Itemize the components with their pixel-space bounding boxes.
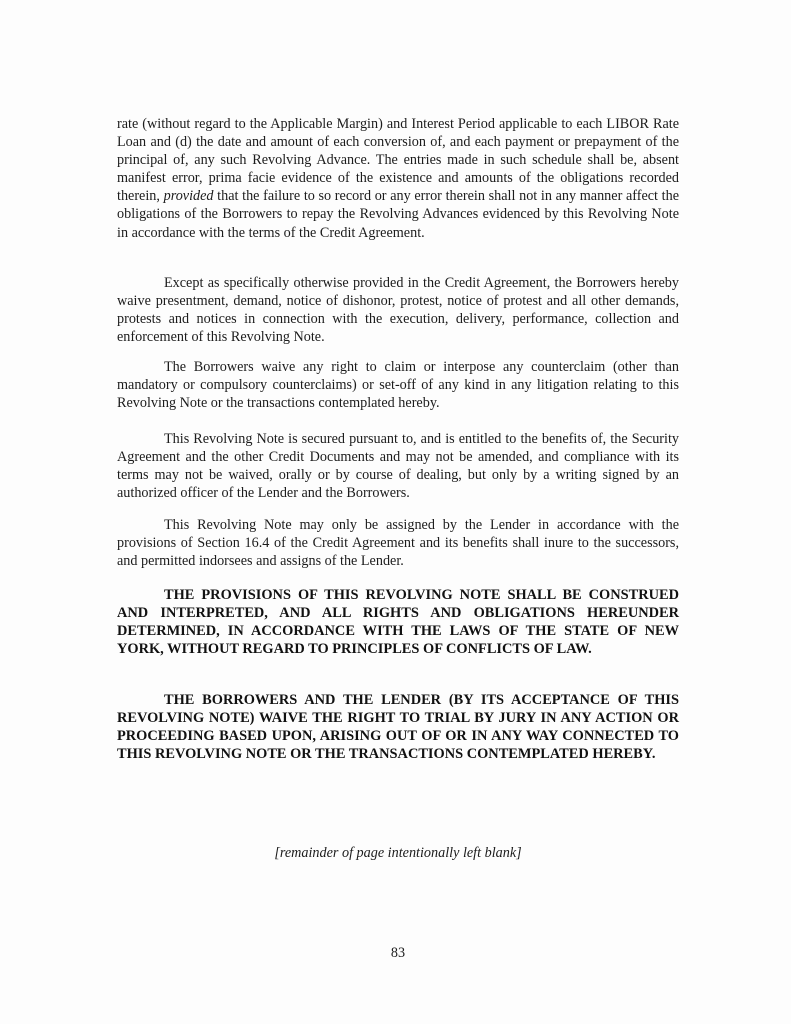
provided-italic: provided bbox=[163, 188, 214, 205]
paragraph-schedule-entries-text-a: rate (without regard to the Applicable Margin) and Interest Period applicable to each LIBOR Rate Loan and (d) the date and amount of each conversion of, and each payment or prepayment of the principal of, any such Revolving Advance. The entries made in such schedule shall be, absent manifest error, prima facie evidence of the existence and amounts of the obligations recorded therein, bbox=[117, 116, 679, 205]
paragraph-assignment: This Revolving Note may only be assigned by the Lender in accordance with the provisions of Section 16.4 of the Credit Agreement and its benefits shall inure to the successors, and permitted indorsees and assigns of the Lender. bbox=[117, 517, 679, 570]
paragraph-waiver-presentment: Except as specifically otherwise provided in the Credit Agreement, the Borrowers hereby waive presentment, demand, notice of dishonor, protest, notice of protest and all other demands, protests and notices in connection with the execution, delivery, performance, collection and enforcement of this Revolving Note. bbox=[117, 275, 679, 346]
paragraph-schedule-entries-text-b: that the failure to so record or any error therein shall not in any manner affect the obligations of the Borrowers to repay the Revolving Advances evidenced by this Revolving Note in accordance with the terms of the Credit Agreement. bbox=[117, 188, 679, 241]
remainder-blank-note: [remainder of page intentionally left blank] bbox=[274, 845, 522, 861]
paragraph-security-agreement: This Revolving Note is secured pursuant to, and is entitled to the benefits of, the Security Agreement and the other Credit Documents and may not be amended, and compliance with its terms may not be waived, orally or by course of dealing, but only by a writing signed by an authorized officer of the Lender and the Borrowers. bbox=[117, 431, 679, 502]
paragraph-governing-law: THE PROVISIONS OF THIS REVOLVING NOTE SHALL BE CONSTRUED AND INTERPRETED, AND ALL RIGHTS AND OBLIGATIONS HEREUNDER DETERMINED, IN ACCORDANCE WITH THE LAWS OF THE STATE OF NEW YORK, WITHOUT REGARD TO PRINCIPLES OF CONFLICTS OF LAW. bbox=[117, 587, 679, 657]
paragraph-counterclaim-waiver: The Borrowers waive any right to claim or interpose any counterclaim (other than mandatory or compulsory counterclaims) or set-off of any kind in any litigation relating to this Revolving Note or the transactions contemplated hereby. bbox=[117, 359, 679, 412]
paragraph-schedule-entries bbox=[117, 115, 679, 242]
paragraph-jury-waiver: THE BORROWERS AND THE LENDER (BY ITS ACCEPTANCE OF THIS REVOLVING NOTE) WAIVE THE RIGHT TO TRIAL BY JURY IN ANY ACTION OR PROCEEDING BASED UPON, ARISING OUT OF OR IN ANY WAY CONNECTED TO THIS REVOLVING NOTE OR THE TRANSACTIONS CONTEMPLATED HEREBY. bbox=[117, 692, 679, 762]
page-number: 83 bbox=[390, 945, 406, 961]
